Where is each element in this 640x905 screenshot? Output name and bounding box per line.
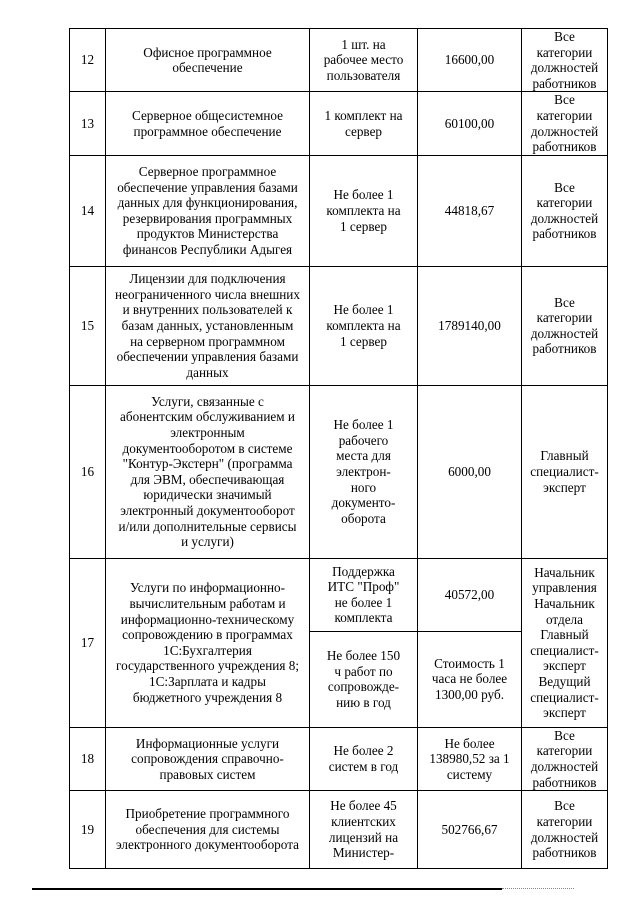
item-category: Все категории должностей работников <box>522 29 608 92</box>
item-price: 60100,00 <box>418 92 522 155</box>
item-quantity: 1 комплект на сервер <box>310 92 418 155</box>
item-price: 6000,00 <box>418 385 522 558</box>
item-category: Все категории должностей работников <box>522 727 608 790</box>
item-name: Лицензии для подключения неограниченного числа внешних и внутренних пользователей к базам данных, установленным на серверном программном обеспечении управления базами данных <box>106 266 310 385</box>
item-name: Услуги по информационно- вычислительным работам и информационно-техническому сопровождению в программах 1С:Бухгалтерия государственного учреждения 8; 1С:Зарплата и кадры бюджетного учреждения 8 <box>106 558 310 727</box>
row-number: 14 <box>70 155 106 266</box>
item-category: Главный специалист- эксперт <box>522 385 608 558</box>
item-name: Приобретение программного обеспечения для системы электронного документооборота <box>106 791 310 869</box>
item-name: Услуги, связанные с абонентским обслуживанием и электронным документооборотом в системе "Контур-Экстерн" (программа для ЭВМ, обеспечивающая юридически значимый электронный документооборот и/или дополнительные сервисы и услуги) <box>106 385 310 558</box>
item-name: Серверное общесистемное программное обеспечение <box>106 92 310 155</box>
footnote-separator-tail <box>502 888 574 890</box>
item-category: Начальник управления Начальник отдела Главный специалист- эксперт Ведущий специалист- эксперт <box>522 558 608 727</box>
item-category: Все категории должностей работников <box>522 92 608 155</box>
table-row <box>70 385 608 558</box>
item-quantity: Не более 2 систем в год <box>310 727 418 790</box>
item-quantity: Не более 1 комплекта на 1 сервер <box>310 266 418 385</box>
item-quantity: Поддержка ИТС "Проф" не более 1 комплекта <box>310 558 418 631</box>
item-category: Все категории должностей работников <box>522 155 608 266</box>
item-name: Серверное программное обеспечение управления базами данных для функционирования, резервирования программных продуктов Министерства финансов Республики Адыгея <box>106 155 310 266</box>
table-row <box>70 727 608 790</box>
item-price: 44818,67 <box>418 155 522 266</box>
item-price: 16600,00 <box>418 29 522 92</box>
row-number: 12 <box>70 29 106 92</box>
table-row <box>70 155 608 266</box>
row-number: 16 <box>70 385 106 558</box>
table-row <box>70 29 608 92</box>
row-number: 15 <box>70 266 106 385</box>
item-quantity: Не более 1 комплекта на 1 сервер <box>310 155 418 266</box>
item-price: Стоимость 1 часа не более 1300,00 руб. <box>418 631 522 727</box>
item-quantity: Не более 45 клиентских лицензий на Министер- <box>310 791 418 869</box>
item-name: Офисное программное обеспечение <box>106 29 310 92</box>
table-row <box>70 558 608 631</box>
item-name: Информационные услуги сопровождения справочно- правовых систем <box>106 727 310 790</box>
procurement-table <box>69 28 608 869</box>
footnote-separator <box>32 888 502 890</box>
table-row <box>70 266 608 385</box>
item-category: Все категории должностей работников <box>522 791 608 869</box>
row-number: 17 <box>70 558 106 727</box>
item-price: 40572,00 <box>418 558 522 631</box>
table-row <box>70 791 608 869</box>
item-quantity: 1 шт. на рабочее место пользователя <box>310 29 418 92</box>
item-price: Не более 138980,52 за 1 систему <box>418 727 522 790</box>
row-number: 13 <box>70 92 106 155</box>
item-price: 1789140,00 <box>418 266 522 385</box>
item-price: 502766,67 <box>418 791 522 869</box>
item-quantity: Не более 1 рабочего места для электрон- ного документо- оборота <box>310 385 418 558</box>
table-row <box>70 92 608 155</box>
row-number: 19 <box>70 791 106 869</box>
item-quantity: Не более 150 ч работ по сопровожде- нию в год <box>310 631 418 727</box>
item-category: Все категории должностей работников <box>522 266 608 385</box>
row-number: 18 <box>70 727 106 790</box>
